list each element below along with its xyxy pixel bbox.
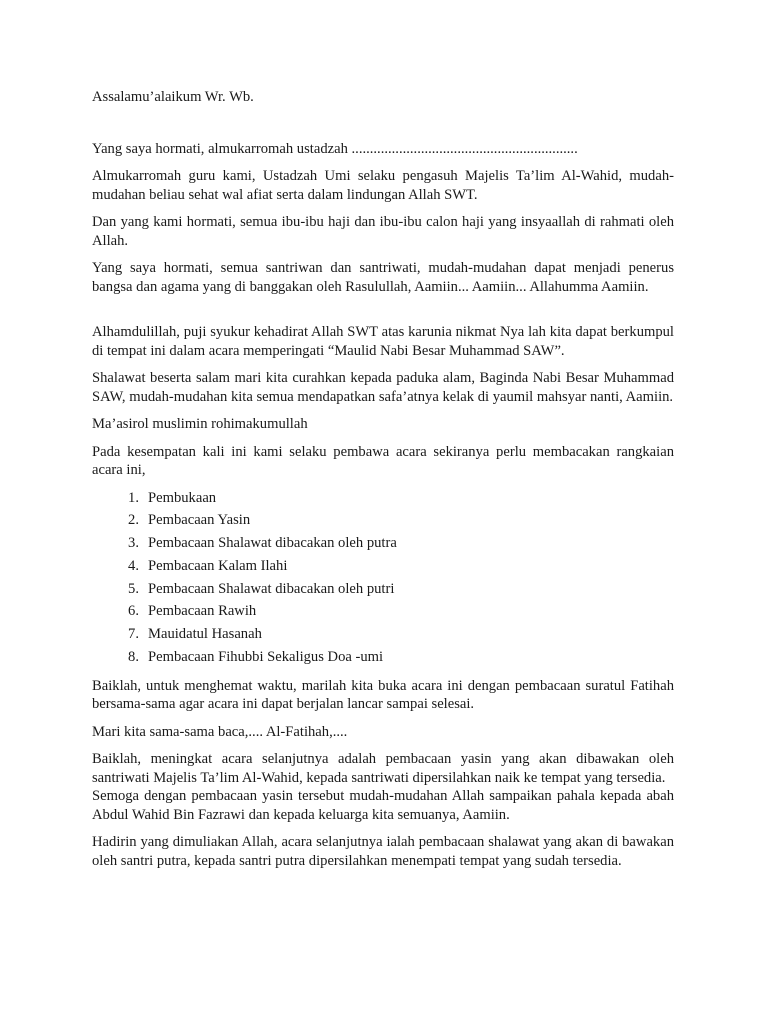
- paragraph-haji: Dan yang kami hormati, semua ibu-ibu haji dan ibu-ibu calon haji yang insyaallah di rahmati oleh Allah.: [92, 214, 674, 249]
- agenda-number: 7.: [128, 626, 139, 643]
- agenda-text: Pembacaan Fihubbi Sekaligus Doa -umi: [148, 649, 384, 666]
- paragraph-hadirin: Hadirin yang dimuliakan Allah, acara selanjutnya ialah pembacaan shalawat yang akan di bawakan oleh santri putra, kepada santri putra dipersilahkan menempati tempat yang sudah tersedia.: [92, 834, 674, 869]
- agenda-number: 4.: [128, 557, 139, 574]
- agenda-item: [92, 625, 674, 648]
- paragraph-fatihah: Baiklah, untuk menghemat waktu, marilah kita buka acara ini dengan pembacaan suratul Fatihah bersama-sama agar acara ini dapat berjalan lancar sampai selesai.: [92, 677, 674, 713]
- agenda-number: 5.: [128, 580, 139, 597]
- agenda-item: [92, 511, 674, 534]
- paragraph-kesempatan: Pada kesempatan kali ini kami selaku pembawa acara sekiranya perlu membacakan rangkaian acara ini,: [92, 443, 674, 478]
- paragraph-guru: Almukarromah guru kami, Ustadzah Umi selaku pengasuh Majelis Ta’lim Al-Wahid, mudah-mudahan beliau sehat wal afiat serta dalam lindungan Allah SWT.: [92, 168, 674, 203]
- agenda-item: [92, 580, 674, 603]
- agenda-text: Pembacaan Kalam Ilahi: [148, 557, 288, 574]
- paragraph-shalawat: Shalawat beserta salam mari kita curahkan kepada paduka alam, Baginda Nabi Besar Muhammad SAW, mudah-mudahan kita semua mendapatkan safa’atnya kelak di yaumil mahsyar nanti, Aamiin.: [92, 370, 674, 405]
- paragraph-baca: Mari kita sama-sama baca,.... Al-Fatihah,....: [92, 723, 348, 740]
- agenda-text: Pembacaan Rawih: [148, 603, 257, 620]
- greeting: Assalamu’alaikum Wr. Wb.: [92, 89, 254, 105]
- address-ustadzah: Yang saya hormati, almukarromah ustadzah ..............................................................: [92, 140, 578, 157]
- agenda-text: Pembukaan: [148, 489, 217, 506]
- agenda-text: Pembacaan Yasin: [148, 512, 251, 529]
- paragraph-yasin: Baiklah, meningkat acara selanjutnya adalah pembacaan yasin yang akan dibawakan oleh santriwati Majelis Ta’lim Al-Wahid, kepada santriwati dipersilahkan naik ke tempat yang tersedia.: [92, 751, 674, 786]
- agenda-text: Mauidatul Hasanah: [148, 626, 262, 643]
- agenda-number: 8.: [128, 649, 139, 666]
- agenda-item: [92, 602, 674, 625]
- agenda-item: [92, 489, 674, 512]
- agenda-item: [92, 648, 674, 671]
- agenda-item: [92, 534, 674, 557]
- paragraph-semoga: Semoga dengan pembacaan yasin tersebut mudah-mudahan Allah sampaikan pahala kepada abah Abdul Wahid Bin Fazrawi dan kepada keluarga kita semuanya, Aamiin.: [92, 788, 674, 823]
- agenda-list: [92, 489, 674, 671]
- document-page: [92, 88, 674, 870]
- paragraph-syukur: Alhamdulillah, puji syukur kehadirat Allah SWT atas karunia nikmat Nya lah kita dapat berkumpul di tempat ini dalam acara memperingati “Maulid Nabi Besar Muhammad SAW”.: [92, 324, 674, 359]
- agenda-text: Pembacaan Shalawat dibacakan oleh putri: [148, 580, 395, 597]
- paragraph-santri: Yang saya hormati, semua santriwan dan santriwati, mudah-mudahan dapat menjadi penerus bangsa dan agama yang di banggakan oleh Rasulullah, Aamiin... Aamiin... Allahumma Aamiin.: [92, 260, 674, 295]
- paragraph-maasirol: Ma’asirol muslimin rohimakumullah: [92, 416, 308, 432]
- agenda-number: 2.: [128, 512, 139, 529]
- agenda-number: 1.: [128, 489, 139, 506]
- agenda-number: 6.: [128, 603, 139, 620]
- agenda-number: 3.: [128, 535, 139, 552]
- agenda-text: Pembacaan Shalawat dibacakan oleh putra: [148, 535, 397, 552]
- agenda-item: [92, 557, 674, 580]
